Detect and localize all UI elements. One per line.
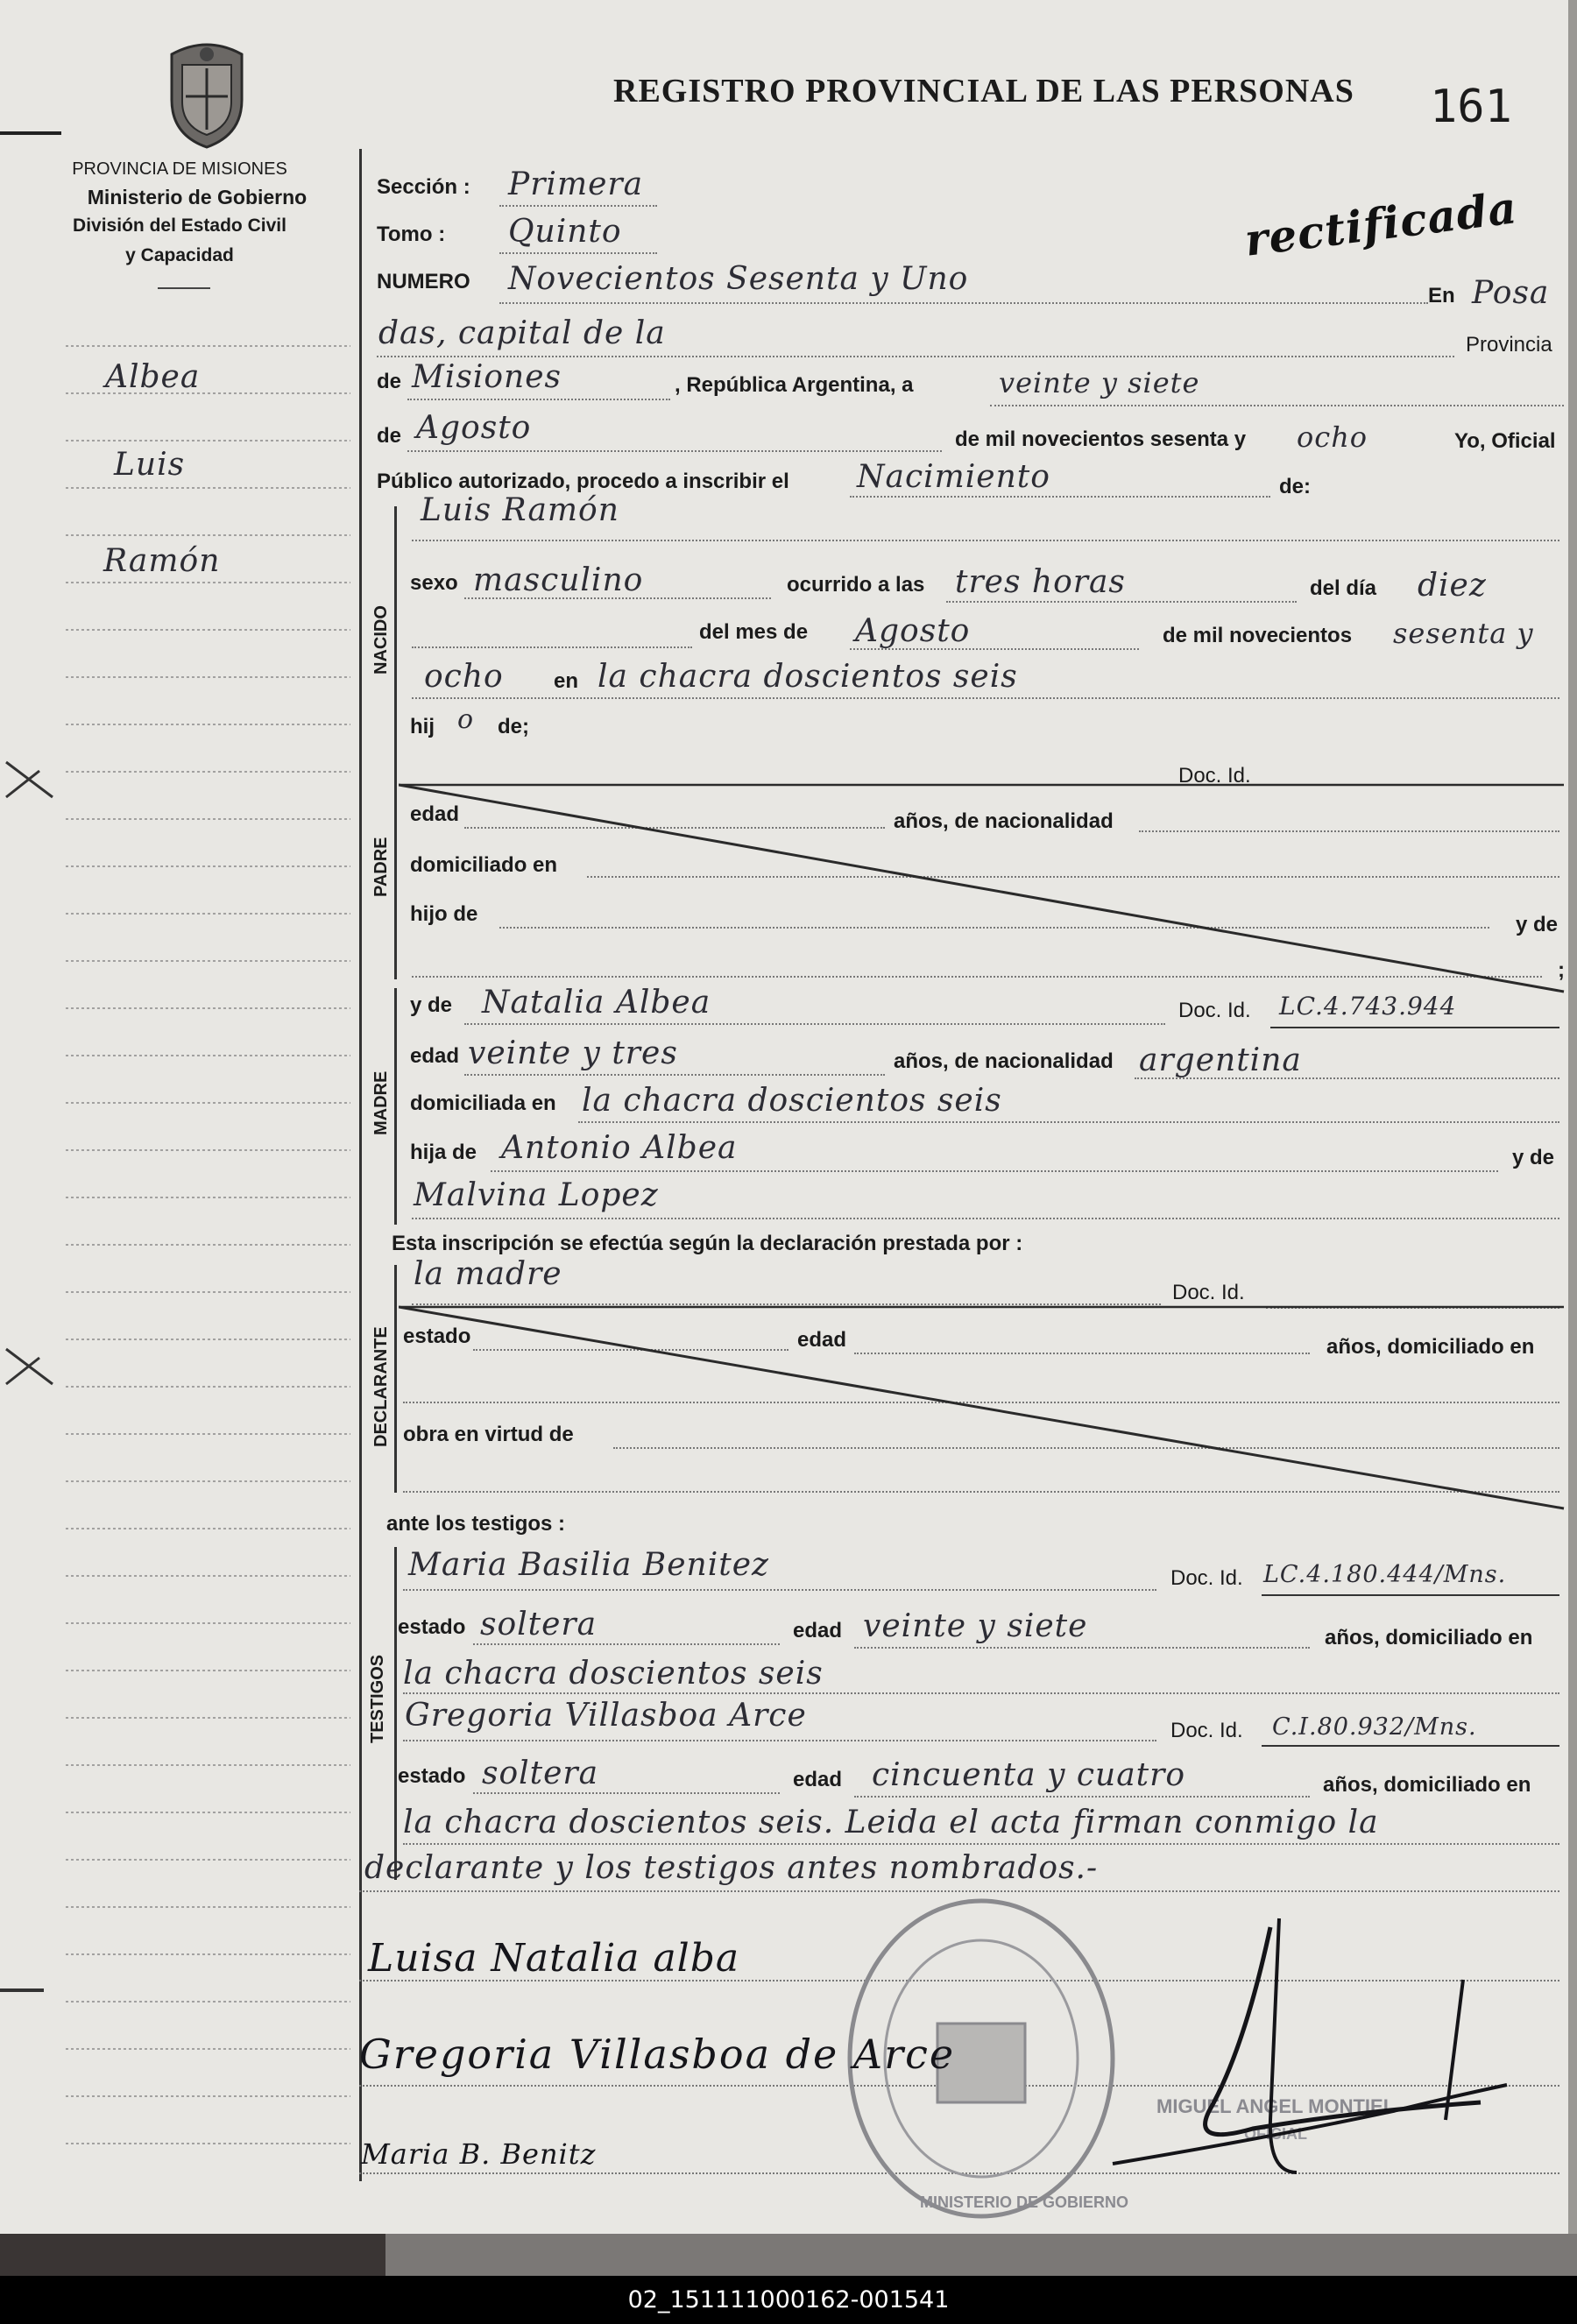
division-name: División del Estado Civil: [73, 215, 286, 236]
margin-first-name: Luis: [114, 447, 186, 483]
madre-domicilio-value: la chacra doscientos seis: [582, 1083, 1002, 1119]
padre-y-de-label: y de: [1516, 913, 1559, 936]
sexo-value: masculino: [473, 562, 644, 598]
padre-hijo-label: hijo de: [410, 902, 478, 926]
de-label: de: [377, 370, 402, 393]
madre-nacionalidad-value: argentina: [1139, 1042, 1302, 1078]
officer-title-stamp: OFICIAL: [1244, 2125, 1307, 2143]
witness-2-domicilio-label: años, domiciliado en: [1323, 1773, 1531, 1797]
padre-border: [394, 760, 397, 979]
binding-mark: [0, 131, 61, 135]
witness-1-domicilio-value: la chacra doscientos seis: [403, 1656, 824, 1692]
binding-mark: [0, 1988, 44, 1992]
declarante-obra-label: obra en virtud de: [403, 1423, 574, 1446]
tomo-label: Tomo :: [377, 223, 446, 246]
coat-of-arms-icon: [156, 39, 258, 151]
witness-1-domicilio-label: años, domiciliado en: [1325, 1626, 1533, 1649]
witness-1-edad-value: veinte y siete: [863, 1608, 1088, 1644]
numero-value: Novecientos Sesenta y Uno: [508, 261, 969, 297]
publico-label: Público autorizado, procedo a inscribir el: [377, 470, 789, 493]
lugar-value: la chacra doscientos seis: [598, 659, 1018, 695]
en-label: En: [1428, 284, 1455, 307]
de-semicolon-label: de;: [498, 715, 529, 738]
madre-nacionalidad-label: años, de nacionalidad: [894, 1049, 1114, 1073]
madre-border: [394, 988, 397, 1225]
nacido-name: Luis Ramón: [421, 492, 619, 528]
main-border-line: [359, 149, 362, 2181]
margin-surname: Albea: [105, 359, 201, 395]
anio-value-1: sesenta y: [1393, 617, 1534, 650]
witness-1-doc-label: Doc. Id.: [1170, 1566, 1243, 1590]
declaracion-text: Esta inscripción se efectúa según la declaración prestada por :: [392, 1232, 1023, 1255]
binding-hole: [4, 1340, 57, 1393]
signature-witness-1: Maria B. Benitz: [361, 2137, 597, 2171]
padre-nacionalidad-label: años, de nacionalidad: [894, 809, 1114, 833]
testigos-section-label: TESTIGOS: [368, 1654, 387, 1743]
madre-doc-label: Doc. Id.: [1178, 999, 1251, 1022]
witness-1-estado-label: estado: [398, 1615, 466, 1639]
declarante-edad-label: edad: [797, 1328, 847, 1352]
witness-2-doc-value: C.I.80.932/Mns.: [1272, 1713, 1477, 1741]
madre-hija-label: hija de: [410, 1141, 477, 1164]
anio-value-2: ocho: [424, 659, 504, 695]
witness-1-name: Maria Basilia Benitez: [408, 1547, 769, 1583]
tomo-value: Quinto: [508, 214, 622, 250]
signature-declarante: Luisa Natalia alba: [368, 1936, 740, 1981]
madre-edad-value: veinte y tres: [468, 1035, 678, 1071]
witness-2-estado-value: soltera: [482, 1755, 599, 1791]
padre-edad-label: edad: [410, 802, 460, 826]
header-divider: [158, 287, 210, 289]
madre-edad-label: edad: [410, 1044, 460, 1068]
madre-father-value: Antonio Albea: [501, 1130, 738, 1166]
closing-line-1: la chacra doscientos seis. Leida el acta firman conmigo la: [403, 1805, 1379, 1840]
en-label-2: en: [554, 669, 579, 693]
nacido-section-label: NACIDO: [371, 605, 391, 675]
officer-signature: [1095, 1910, 1516, 2199]
folio-number: 161: [1430, 81, 1512, 133]
seccion-value: Primera: [508, 166, 644, 202]
declarante-estado-label: estado: [403, 1324, 471, 1348]
madre-name: Natalia Albea: [482, 985, 711, 1021]
image-id-caption: 02_151111000162-001541: [0, 2276, 1577, 2324]
padre-doc-label: Doc. Id.: [1178, 764, 1251, 788]
republica-label: , República Argentina, a: [675, 373, 914, 397]
padre-semicolon: ;: [1558, 958, 1565, 982]
declarante-doc-label: Doc. Id.: [1172, 1281, 1245, 1304]
province-value: Misiones: [412, 359, 562, 395]
ministry-name: Ministerio de Gobierno: [87, 186, 308, 208]
division-name-2: y Capacidad: [125, 245, 234, 265]
witness-1-doc-value: LC.4.180.444/Mns.: [1263, 1561, 1507, 1588]
dia-value: diez: [1418, 568, 1487, 604]
place-part-2: das, capital de la: [378, 315, 666, 351]
hij-value: o: [457, 704, 475, 735]
seccion-label: Sección :: [377, 175, 470, 199]
binding-hole: [4, 753, 57, 806]
hij-label: hij: [410, 715, 435, 738]
padre-section-label: PADRE: [371, 837, 391, 897]
ocurrido-label: ocurrido a las: [787, 573, 925, 597]
padre-domicilio-label: domiciliado en: [410, 853, 558, 877]
declarante-domicilio-label: años, domiciliado en: [1326, 1335, 1535, 1359]
page-edge: [1568, 0, 1577, 2243]
provincia-label: Provincia: [1466, 333, 1552, 357]
sexo-label: sexo: [410, 571, 458, 595]
mil-label: de mil novecientos: [1163, 624, 1353, 647]
witness-2-estado-label: estado: [398, 1764, 466, 1788]
madre-y-de-label-2: y de: [1512, 1146, 1555, 1169]
madre-domicilio-label: domiciliada en: [410, 1091, 556, 1115]
declarante-border: [394, 1265, 397, 1493]
witness-1-edad-label: edad: [793, 1619, 843, 1642]
madre-mother-value: Malvina Lopez: [414, 1177, 659, 1213]
declarante-crossout-line: [399, 1303, 1573, 1514]
del-dia-label: del día: [1310, 576, 1377, 600]
closing-line-2: declarante y los testigos antes nombrados.-: [364, 1850, 1099, 1886]
margin-second-name: Ramón: [103, 543, 221, 579]
place-part-1: Posa: [1472, 275, 1550, 311]
del-mes-label: del mes de: [699, 620, 809, 644]
officer-name-stamp: MIGUEL ANGEL MONTIEL: [1156, 2095, 1396, 2117]
day-value: veinte y siete: [999, 366, 1200, 399]
bottom-dark-corner: [0, 2234, 385, 2276]
witness-2-name: Gregoria Villasboa Arce: [405, 1698, 807, 1734]
witness-2-doc-label: Doc. Id.: [1170, 1719, 1243, 1742]
witness-1-estado-value: soltera: [480, 1607, 598, 1642]
act-type: Nacimiento: [857, 459, 1050, 495]
seal-text: MINISTERIO DE GOBIERNO: [920, 2193, 1129, 2211]
nacido-border: [394, 506, 397, 760]
madre-y-de-label: y de: [410, 993, 453, 1017]
signature-witness-2: Gregoria Villasboa de Arce: [359, 2031, 956, 2078]
madre-doc-value: LC.4.743.944: [1279, 992, 1457, 1021]
declarante-name: la madre: [414, 1256, 562, 1292]
padre-crossout-line: [399, 780, 1573, 999]
year-value: ocho: [1297, 420, 1368, 454]
province-name: PROVINCIA DE MISIONES: [72, 159, 287, 179]
testigos-border: [394, 1547, 397, 1880]
testigos-ante-label: ante los testigos :: [386, 1512, 566, 1536]
madre-section-label: MADRE: [371, 1070, 391, 1135]
witness-2-edad-value: cincuenta y cuatro: [872, 1757, 1186, 1793]
registry-title: REGISTRO PROVINCIAL DE LAS PERSONAS: [613, 73, 1354, 109]
declarante-section-label: DECLARANTE: [371, 1326, 391, 1447]
month-value: Agosto: [416, 410, 532, 446]
hora-value: tres horas: [955, 564, 1126, 600]
mes-value: Agosto: [855, 613, 971, 649]
rectificada-annotation: rectificada: [1241, 181, 1520, 266]
witness-2-edad-label: edad: [793, 1768, 843, 1791]
de-colon-label: de:: [1279, 475, 1311, 498]
numero-label: NUMERO: [377, 270, 470, 293]
margin-ruled-lines: [0, 0, 368, 2243]
de-label-2: de: [377, 424, 402, 448]
oficial-label: Yo, Oficial: [1454, 429, 1556, 453]
year-label: de mil novecientos sesenta y: [955, 427, 1247, 451]
